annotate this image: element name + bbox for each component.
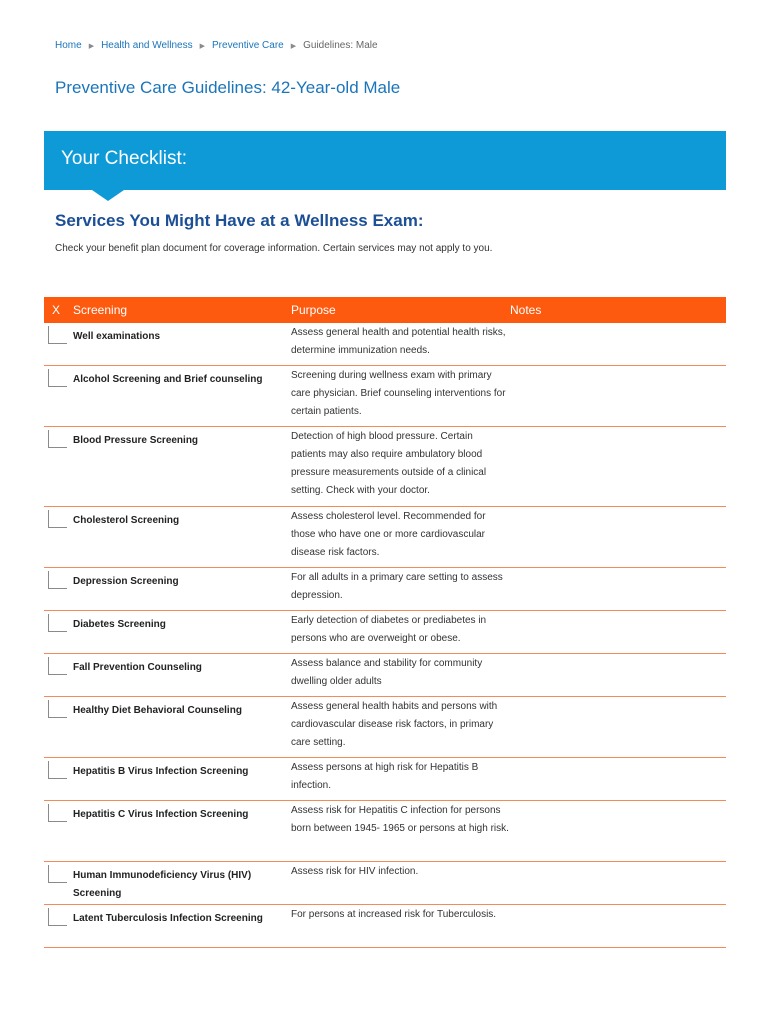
screening-name: Hepatitis C Virus Infection Screening: [73, 809, 249, 820]
breadcrumb: [55, 40, 378, 51]
purpose-text: Assess cholesterol level. Recommended for those who have one or more cardiovascular disease risk factors.: [291, 511, 486, 558]
purpose-text: Assess risk for HIV infection.: [291, 866, 419, 877]
chevron-right-icon: ▶: [199, 42, 206, 50]
section-description: Check your benefit plan document for coverage information. Certain services may not apply to you.: [55, 243, 493, 254]
screening-name: Hepatitis B Virus Infection Screening: [73, 766, 249, 777]
chevron-right-icon: ▶: [290, 42, 297, 50]
screening-name: Healthy Diet Behavioral Counseling: [73, 705, 242, 716]
row-checkbox[interactable]: [48, 908, 67, 926]
checklist-banner: [44, 131, 726, 190]
table-row: [44, 568, 726, 611]
header-check: X: [52, 303, 61, 317]
purpose-text: Assess general health and potential health risks, determine immunization needs.: [291, 327, 506, 356]
purpose-text: Assess balance and stability for community dwelling older adults: [291, 658, 483, 687]
row-checkbox[interactable]: [48, 614, 67, 632]
screening-name: Blood Pressure Screening: [73, 435, 199, 446]
header-notes: Notes: [510, 303, 542, 317]
row-checkbox[interactable]: [48, 369, 67, 387]
screening-name: Diabetes Screening: [73, 619, 166, 630]
screening-name: Depression Screening: [73, 576, 179, 587]
table-row: [44, 758, 726, 801]
table-row: [44, 654, 726, 697]
checklist-title: Your Checklist:: [61, 148, 188, 169]
table-row: [44, 507, 726, 568]
screening-name: Latent Tuberculosis Infection Screening: [73, 913, 263, 924]
header-purpose: Purpose: [291, 303, 336, 317]
breadcrumb-home-link[interactable]: Home: [55, 40, 82, 51]
screening-name: Alcohol Screening and Brief counseling: [73, 374, 263, 385]
row-checkbox[interactable]: [48, 326, 67, 344]
purpose-text: For all adults in a primary care setting to assess depression.: [291, 572, 503, 601]
row-checkbox[interactable]: [48, 430, 67, 448]
table-row: [44, 323, 726, 366]
purpose-text: Screening during wellness exam with primary care physician. Brief counseling interventions for certain patients.: [291, 370, 506, 417]
purpose-text: Assess persons at high risk for Hepatitis B infection.: [291, 762, 479, 791]
table-row: [44, 366, 726, 427]
section-heading: Services You Might Have at a Wellness Exam:: [55, 211, 424, 230]
breadcrumb-current: Guidelines: Male: [303, 40, 378, 51]
screening-name: Fall Prevention Counseling: [73, 662, 202, 673]
screening-name: Well examinations: [73, 331, 161, 342]
row-checkbox[interactable]: [48, 865, 67, 883]
purpose-text: Assess risk for Hepatitis C infection for persons born between 1945- 1965 or persons at high risk.: [291, 805, 509, 834]
breadcrumb-health-wellness-link[interactable]: Health and Wellness: [101, 40, 193, 51]
row-checkbox[interactable]: [48, 804, 67, 822]
row-checkbox[interactable]: [48, 571, 67, 589]
screening-name: Human Immunodeficiency Virus (HIV) Screening: [73, 870, 252, 899]
chevron-right-icon: ▶: [88, 42, 95, 50]
row-checkbox[interactable]: [48, 657, 67, 675]
row-checkbox[interactable]: [48, 761, 67, 779]
page-title: Preventive Care Guidelines: 42-Year-old Male: [55, 78, 401, 97]
purpose-text: Early detection of diabetes or prediabetes in persons who are overweight or obese.: [291, 615, 487, 644]
table-row: [44, 862, 726, 905]
purpose-text: For persons at increased risk for Tuberculosis.: [291, 909, 497, 920]
table-row: [44, 697, 726, 758]
table-header: [44, 297, 726, 323]
purpose-text: Detection of high blood pressure. Certain patients may also require ambulatory blood pressure measurements outside of a clinical setting. Check with your doctor.: [291, 431, 487, 496]
table-row: [44, 611, 726, 654]
screening-table: [44, 297, 726, 948]
purpose-text: Assess general health habits and persons with cardiovascular disease risk factors, in primary care setting.: [291, 701, 498, 748]
table-row: [44, 905, 726, 948]
banner-pointer: [92, 190, 124, 201]
breadcrumb-preventive-care-link[interactable]: Preventive Care: [212, 40, 284, 51]
table-row: [44, 801, 726, 862]
table-row: [44, 427, 726, 507]
header-screening: Screening: [73, 303, 128, 317]
row-checkbox[interactable]: [48, 510, 67, 528]
screening-name: Cholesterol Screening: [73, 515, 180, 526]
row-checkbox[interactable]: [48, 700, 67, 718]
